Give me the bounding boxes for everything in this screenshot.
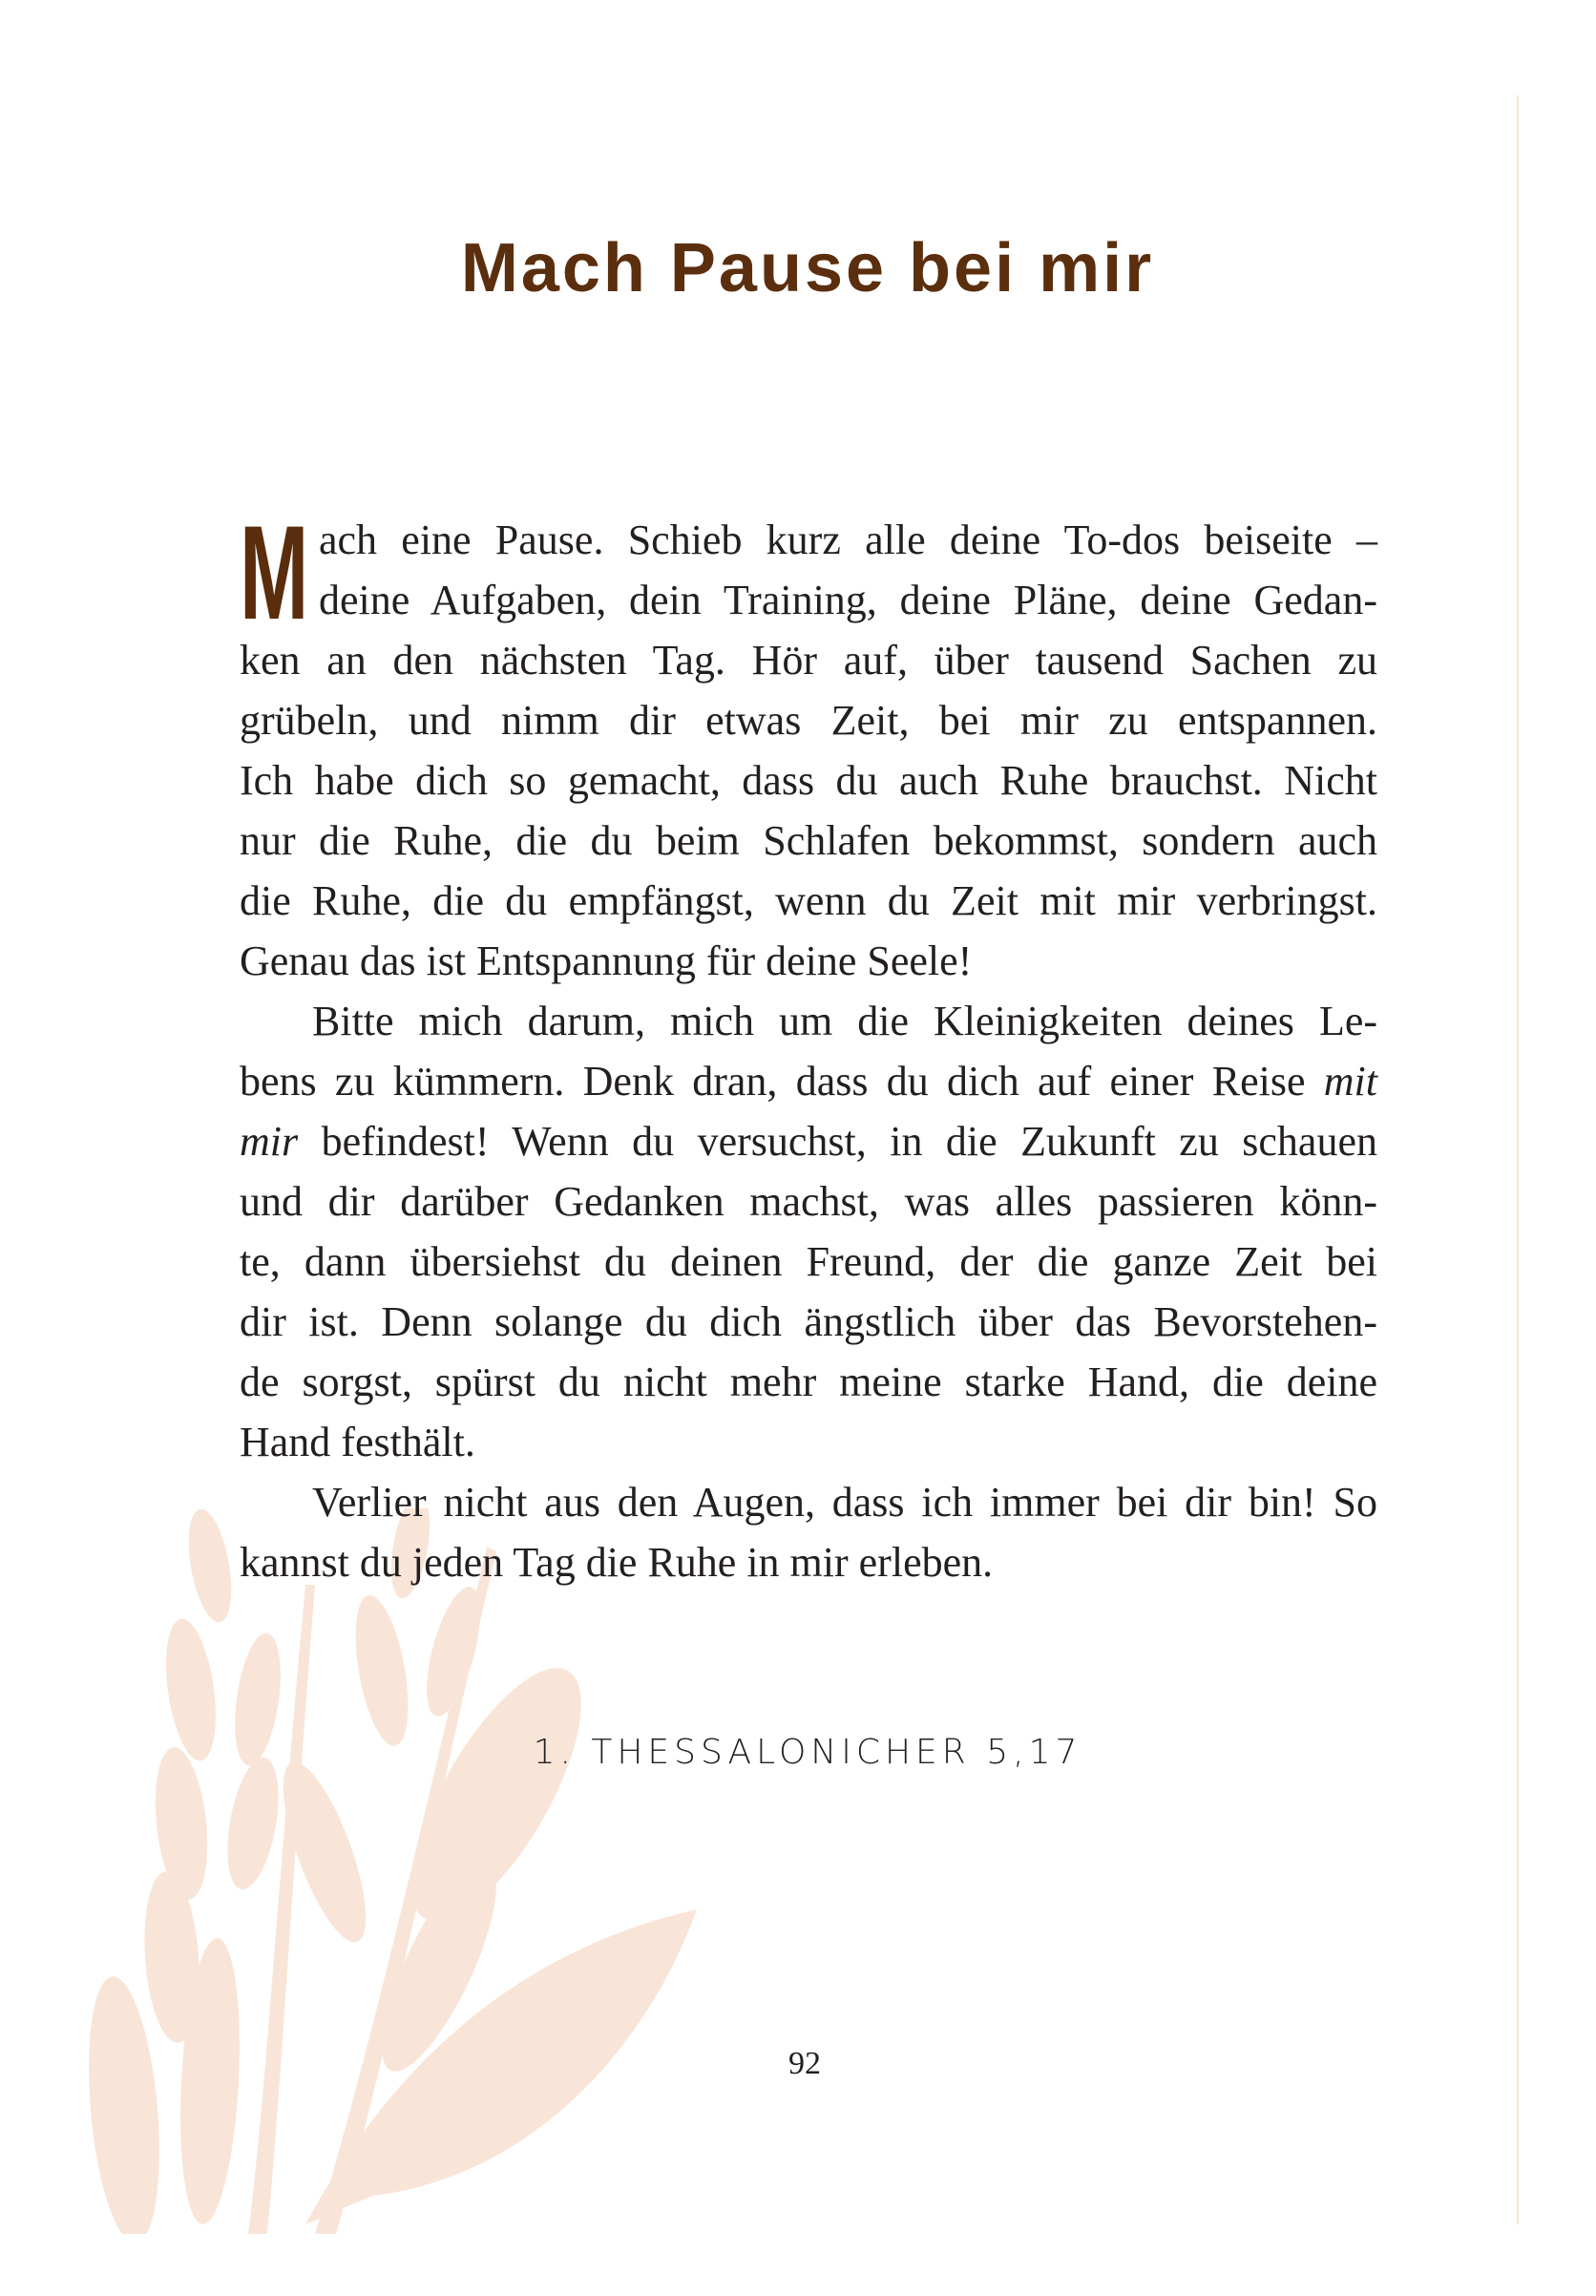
text-segment: grübeln, und nimm dir etwas Zeit, bei mir zu entspannen. bbox=[240, 697, 1377, 744]
text-line bbox=[240, 750, 1377, 811]
text-segment: Bitte mich darum, mich um die Kleinigkeiten deines Le- bbox=[312, 998, 1377, 1044]
leaf bbox=[346, 1591, 417, 1750]
drop-cap: M bbox=[240, 497, 309, 647]
text-segment: nur die Ruhe, die du beim Schlafen bekommst, sondern auch bbox=[240, 817, 1377, 864]
text-segment: Ich habe dich so gemacht, dass du auch Ruhe brauchst. Nicht bbox=[240, 757, 1377, 804]
text-segment: die Ruhe, die du empfängst, wenn du Zeit mit mir verbringst. bbox=[240, 877, 1377, 924]
text-line bbox=[240, 1171, 1377, 1232]
text-line bbox=[240, 1232, 1377, 1292]
page-number: 92 bbox=[788, 2046, 821, 2081]
italic-text: mit bbox=[1323, 1058, 1377, 1105]
text-segment: Genau das ist Entspannung für deine Seele! bbox=[240, 937, 973, 984]
text-segment: und dir darüber Gedanken machst, was alles passieren könn- bbox=[240, 1178, 1377, 1225]
text-line bbox=[240, 1472, 1377, 1532]
leaf bbox=[379, 1645, 613, 1946]
leaf-decoration bbox=[86, 1508, 792, 2234]
scripture-reference: 1. THESSALONICHER 5,17 bbox=[533, 1733, 1082, 1772]
text-line bbox=[240, 1352, 1377, 1412]
text-line bbox=[240, 1051, 1377, 1111]
text-segment: deine Aufgaben, dein Training, deine Pläne, deine Gedan- bbox=[319, 577, 1377, 623]
text-segment: befindest! Wenn du versuchst, in die Zukunft zu schauen bbox=[298, 1118, 1377, 1165]
text-line bbox=[240, 1292, 1377, 1352]
text-segment: de sorgst, spürst du nicht mehr meine starke Hand, die deine bbox=[240, 1359, 1377, 1405]
page-edge-rule bbox=[1517, 95, 1519, 2224]
text-line bbox=[240, 871, 1377, 931]
text-segment: dir ist. Denn solange du dich ängstlich über das Bevorstehen- bbox=[240, 1298, 1377, 1345]
text-segment: Hand festhält. bbox=[240, 1419, 475, 1465]
text-segment: ach eine Pause. Schieb kurz alle deine To-dos beiseite – bbox=[319, 516, 1377, 563]
italic-text: mir bbox=[240, 1118, 299, 1165]
leaf bbox=[219, 1754, 287, 1893]
text-line bbox=[240, 811, 1377, 871]
text-line bbox=[240, 1111, 1377, 1171]
text-line bbox=[240, 1532, 1377, 1592]
text-segment: te, dann übersiehst du deinen Freund, der die ganze Zeit bei bbox=[240, 1238, 1377, 1285]
devotional-text bbox=[240, 497, 1377, 1592]
text-segment: ken an den nächsten Tag. Hör auf, über tausend Sachen zu bbox=[240, 637, 1377, 684]
leaf bbox=[181, 1508, 239, 1626]
text-segment: bens zu kümmern. Denk dran, dass du dich auf einer Reise bbox=[240, 1058, 1324, 1105]
text-line bbox=[240, 630, 1377, 690]
text-segment: Verlier nicht aus den Augen, dass ich immer bei dir bin! So bbox=[312, 1479, 1377, 1526]
text-line bbox=[240, 570, 1377, 630]
text-segment: kannst du jeden Tag die Ruhe in mir erleben. bbox=[240, 1539, 994, 1586]
text-line bbox=[240, 1412, 1377, 1472]
text-line bbox=[240, 510, 1377, 570]
text-line bbox=[240, 991, 1377, 1051]
text-line bbox=[240, 931, 1377, 991]
text-line bbox=[240, 690, 1377, 750]
page-title: Mach Pause bei mir bbox=[460, 230, 1155, 306]
